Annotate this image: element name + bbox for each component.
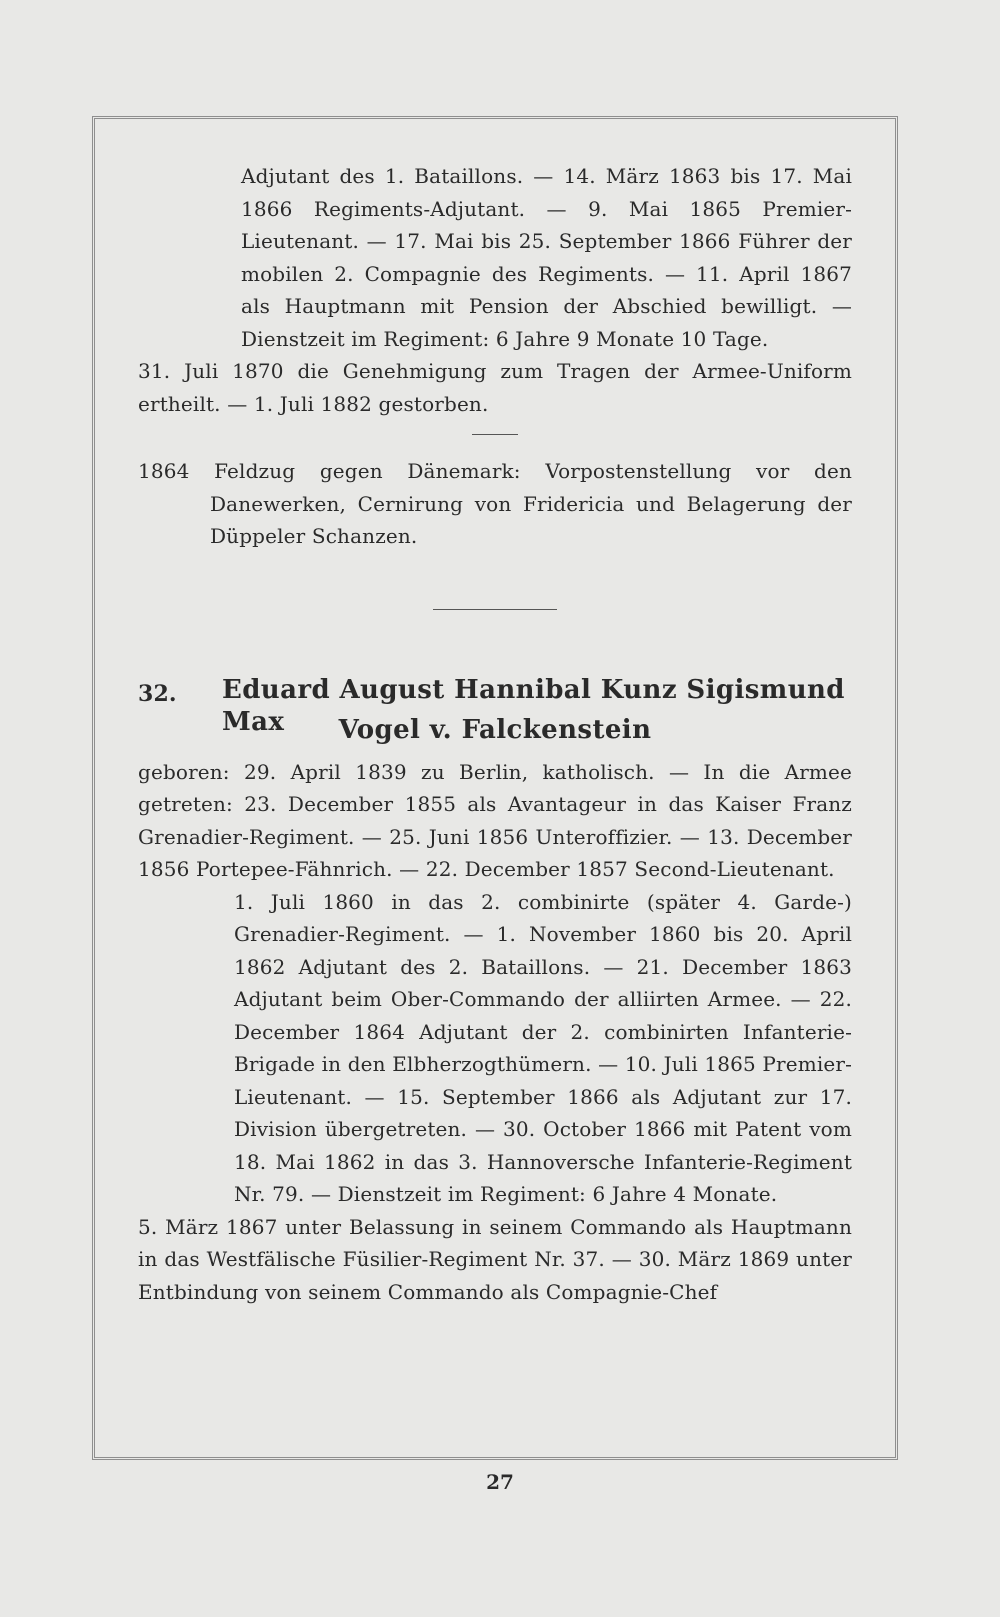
entry-divider [433, 609, 557, 610]
page-content [138, 160, 852, 1308]
carry-over-paragraph-2: 31. Juli 1870 die Genehmigung zum Tragen der Armee-Uniform ertheilt. — 1. Juli 1882 gestorben. [138, 359, 852, 416]
entry-heading [138, 672, 852, 756]
service-paragraph: 1. Juli 1860 in das 2. combinirte (später 4. Garde-) Grenadier-Regiment. — 1. November 1860 bis 20. April 1862 Adjutant des 2. Bataillons. — 21. December 1863 Adjutant beim Ober-Commando der alliirten Armee. — 22. December 1864 Adjutant der 2. combinirten Infanterie-Brigade in den Elbherzogthümern. — 10. Juli 1865 Premier-Lieutenant. — 15. September 1866 als Adjutant zur 17. Division übergetreten. — 30. October 1866 mit Patent vom 18. Mai 1862 in das 3. Hannoversche Infanterie-Regiment Nr. 79. — Dienstzeit im Regiment: 6 Jahre 4 Monate. [234, 889, 852, 1206]
carry-over-paragraph: Adjutant des 1. Bataillons. — 14. März 1863 bis 17. Mai 1866 Regiments-Adjutant. — 9. Mai 1865 Premier-Lieutenant. — 17. Mai bis 25. September 1866 Führer der mobilen 2. Compagnie des Regiments. — 11. April 1867 als Hauptmann mit Pension der Abschied bewilligt. — Dienstzeit im Regiment: 6 Jahre 9 Monate 10 Tage. [241, 164, 852, 351]
entry-name-line2: Vogel v. Falckenstein [338, 714, 652, 745]
page-number: 27 [486, 1470, 514, 1494]
section-divider-short [472, 434, 518, 435]
campaign-paragraph: 1864 Feldzug gegen Dänemark: Vorpostenstellung vor den Danewerken, Cernirung von Fridericia und Belagerung der Düppeler Schanzen. [138, 459, 852, 548]
continuation-paragraph: 5. März 1867 unter Belassung in seinem Commando als Hauptmann in das Westfälische Füsilier-Regiment Nr. 37. — 30. März 1869 unter Entbindung von seinem Commando als Compagnie-Chef [138, 1214, 852, 1304]
birth-paragraph: geboren: 29. April 1839 zu Berlin, katholisch. — In die Armee getreten: 23. December 1855 als Avantageur in das Kaiser Franz Grenadier-Regiment. — 25. Juni 1856 Unteroffizier. — 13. December 1856 Portepee-Fähnrich. — 22. December 1857 Second-Lieutenant. [138, 759, 852, 881]
entry-name-line1: Eduard August Hannibal Kunz Sigismund Max [222, 674, 845, 737]
entry-number: 32. [138, 680, 177, 707]
